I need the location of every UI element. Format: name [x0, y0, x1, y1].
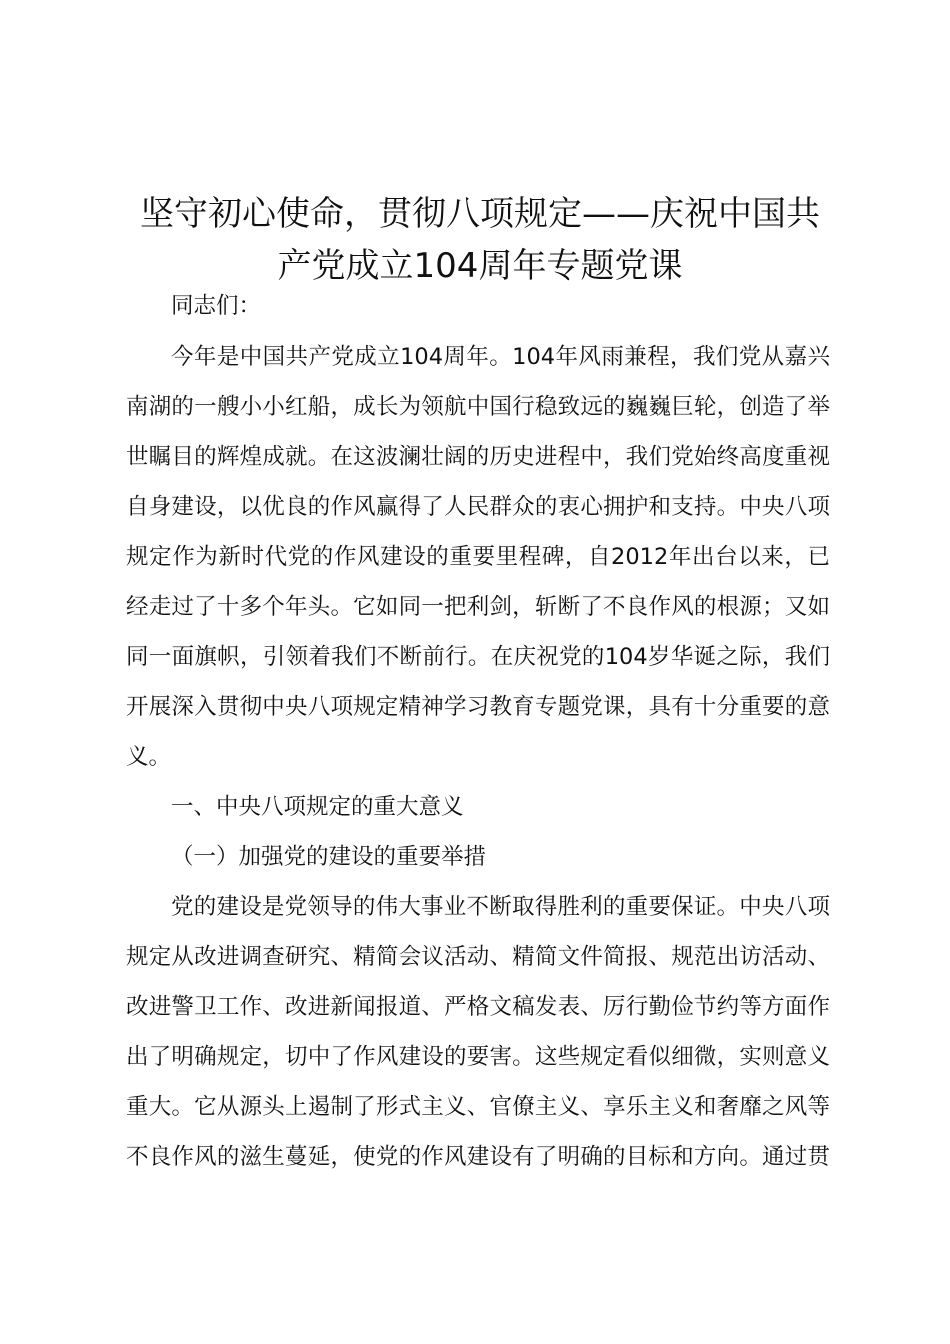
paragraph2-line-1: 党的建设是党领导的伟大事业不断取得胜利的重要保证。中央八项 [171, 894, 830, 920]
paragraph2-line-4: 出了明确规定，切中了作风建设的要害。这些规定看似细微，实则意义 [126, 1044, 830, 1070]
paragraph1-line-8: 开展深入贯彻中央八项规定精神学习教育专题党课，具有十分重要的意 [126, 694, 830, 720]
paragraph2-line-5: 重大。它从源头上遏制了形式主义、官僚主义、享乐主义和奢靡之风等 [126, 1094, 830, 1120]
subsection-heading: （一）加强党的建设的重要举措 [171, 844, 487, 870]
salutation: 同志们： [171, 293, 262, 319]
paragraph1-line-6: 经走过了十多个年头。它如同一把利剑，斩断了不良作风的根源；又如 [126, 594, 830, 620]
paragraph1-line-9: 义。 [126, 744, 172, 770]
paragraph1-line-4: 自身建设，以优良的作风赢得了人民群众的衷心拥护和支持。中央八项 [126, 494, 830, 520]
paragraph2-line-6: 不良作风的滋生蔓延，使党的作风建设有了明确的目标和方向。通过贯 [126, 1144, 830, 1170]
paragraph2-line-3: 改进警卫工作、改进新闻报道、严格文稿发表、厉行勤俭节约等方面作 [126, 994, 830, 1020]
paragraph1-line-2: 南湖的一艘小小红船，成长为领航中国行稳致远的巍巍巨轮，创造了举 [126, 394, 830, 420]
paragraph1-line-1: 今年是中国共产党成立104周年。104年风雨兼程，我们党从嘉兴 [171, 344, 830, 370]
title-line-2: 产党成立104周年专题党课 [277, 246, 683, 286]
paragraph1-line-3: 世瞩目的辉煌成就。在这波澜壮阔的历史进程中，我们党始终高度重视 [126, 444, 830, 470]
title-line-1: 坚守初心使命，贯彻八项规定——庆祝中国共 [140, 194, 820, 234]
paragraph1-line-5: 规定作为新时代党的作风建设的重要里程碑，自2012年出台以来，已 [126, 544, 830, 570]
paragraph2-line-2: 规定从改进调查研究、精简会议活动、精简文件简报、规范出访活动、 [126, 944, 830, 970]
paragraph1-line-7: 同一面旗帜，引领着我们不断前行。在庆祝党的104岁华诞之际，我们 [126, 644, 830, 670]
document-title [120, 188, 840, 292]
section-heading: 一、中央八项规定的重大意义 [171, 794, 464, 820]
